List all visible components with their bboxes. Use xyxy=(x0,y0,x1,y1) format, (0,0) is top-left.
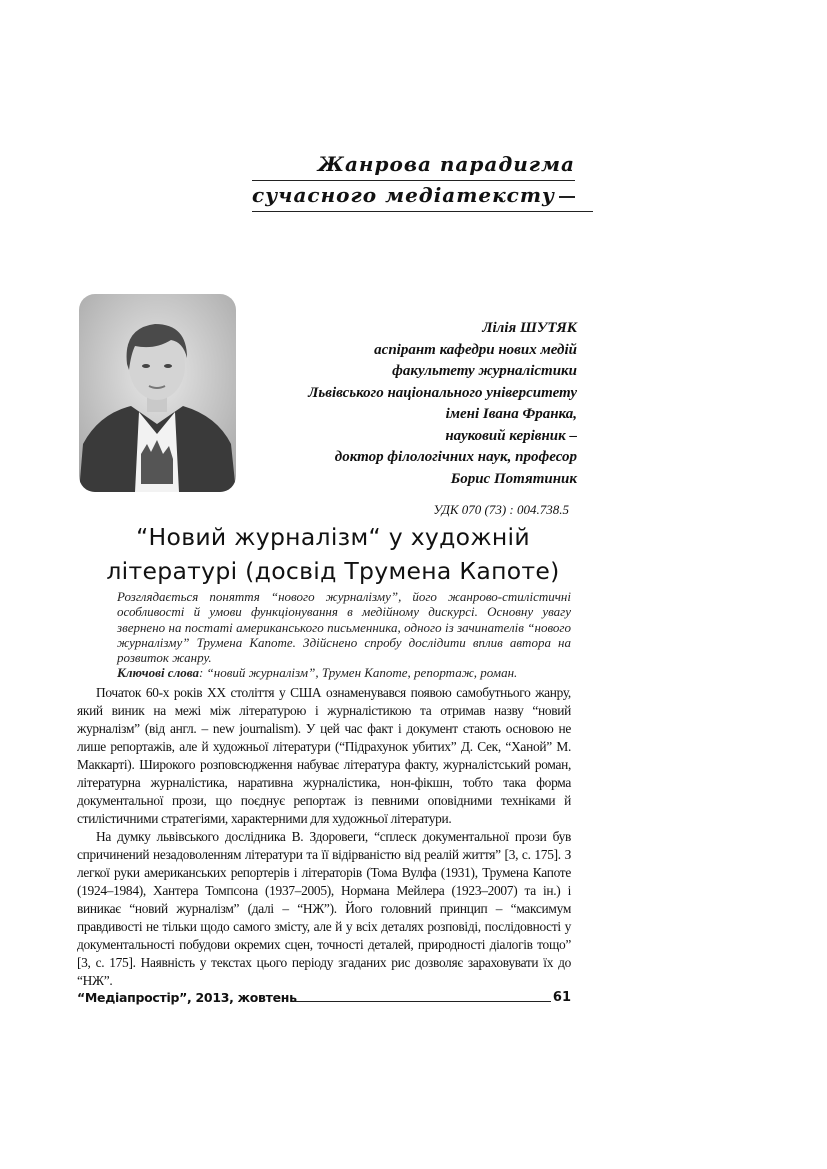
article-title xyxy=(103,520,563,588)
author-university: Львівського національного університету xyxy=(308,384,577,401)
supervisor-name: Борис Потятиник xyxy=(450,470,577,487)
author-name: Лілія ШУТЯК xyxy=(482,320,577,336)
footer-divider xyxy=(295,1001,551,1002)
supervisor-degree: доктор філологічних наук, професор xyxy=(334,449,577,465)
author-portrait-icon xyxy=(79,294,236,492)
section-title-line2 xyxy=(252,181,593,212)
section-header xyxy=(252,150,575,212)
author-photo xyxy=(79,294,236,492)
author-faculty: факультету журналістики xyxy=(392,363,577,379)
author-block xyxy=(237,318,577,490)
journal-name: “Медіапростір”, 2013, жовтень xyxy=(77,990,297,1005)
page-footer xyxy=(77,990,571,1010)
swoosh-ornament-icon xyxy=(559,196,575,198)
body-paragraph-1: Початок 60-х років ХХ століття у США ознаменувався появою самобутнього жанру, який виник на межі між літературою і журналістикою та отримав назву “новий журналізм” (від англ. – new journalism). У цей час факт і документ стають основою не лише репортажів, але й художньої літератури (“Підрахунок убитих” Д. Сек, “Ханой” М. Маккарті). Широкого розповсюдження набуває література факту, журналістський роман, літературна журналістика, наративна журналістика, нон-фікшн, тобто така форма документальної прози, що поєднує репортаж із певними оповідними техніками й стилістичними стратегіями, характерними для художньої літератури. xyxy=(77,685,571,826)
supervisor-label: науковий керівник – xyxy=(445,427,577,444)
article-title-line2: літературі (досвід Трумена Капоте) xyxy=(106,557,560,585)
abstract xyxy=(117,589,571,681)
page-number: 61 xyxy=(552,990,571,1005)
keywords-label: Ключові слова xyxy=(117,665,199,681)
udk-code: УДК 070 (73) : 004.738.5 xyxy=(433,502,569,517)
keywords-text: : “новий журналізм”, Трумен Капоте, репортаж, роман. xyxy=(198,665,518,681)
author-position: аспірант кафедри нових медій xyxy=(374,341,577,358)
section-title-line1: Жанрова парадигма xyxy=(252,150,575,181)
author-university-name: імені Івана Франка, xyxy=(445,406,577,422)
article-body xyxy=(77,684,571,990)
body-paragraph-2: На думку львівського дослідника В. Здоровеги, “сплеск документальної прози був спричинений незадоволенням літератури та її відірваністю від реалій життя” [3, с. 175]. З легкої руки американських репортерів і літераторів (Тома Вулфа (1931), Трумена Капоте (1924–1984), Хантера Томпсона (1937–2005), Нормана Мейлера (1923–2007) та ін.) і виникає “новий журналізм” (далі – “НЖ”). Його головний принцип – “максимум правдивості не тільки щодо самого змісту, але й у всіх деталях розповіді, послідовності у документальності побудови окремих сцен, точності деталей, природності діалогів тощо” [3, с. 175]. Наявність у текстах цього періоду згаданих рис дозволяє зараховувати їх до “НЖ”. xyxy=(77,829,571,988)
section-title-line2-text: сучасного медіатексту xyxy=(252,183,555,207)
article-title-line1: “Новий журналізм“ у художній xyxy=(136,523,530,551)
abstract-text: Розглядається поняття “нового журналізму”, його жанрово-стилістичні особливості й умови функціонування в медійному дискурсі. Основну увагу звернено на постаті американського письменника, одного із зачинателів “нового журналізму” Трумена Капоте. Здійснено спробу дослідити вплив автора на розвиток жанру. xyxy=(117,589,571,666)
